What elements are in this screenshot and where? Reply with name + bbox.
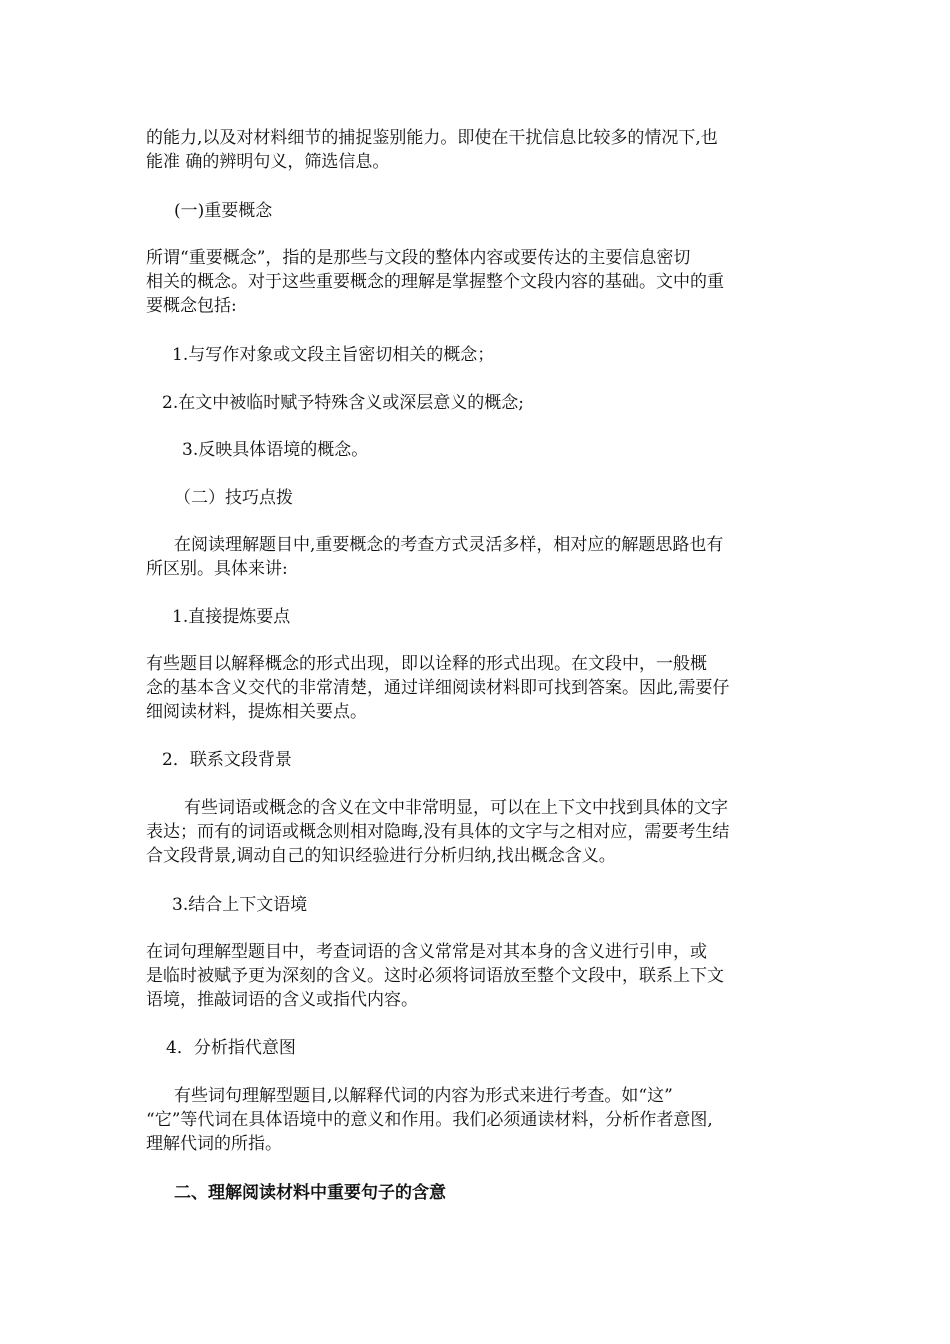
text-line: 在词句理解型题目中，考查词语的含义常常是对其本身的含义进行引申，或	[146, 942, 707, 962]
subsection-4-text	[146, 1084, 814, 1156]
section-2-heading	[174, 1181, 842, 1205]
text-line: 相关的概念。对于这些重要概念的理解是掌握整个文段内容的基础。文中的重	[146, 272, 724, 292]
list-item: 1.与写作对象或文段主旨密切相关的概念；	[172, 345, 495, 365]
text-line: 在阅读理解题目中,重要概念的考查方式灵活多样，相对应的解题思路也有	[174, 535, 724, 555]
subsection-2-title	[162, 748, 830, 772]
subsection-title: 1.直接提炼要点	[172, 607, 291, 627]
text-line: 所区别。具体来讲:	[146, 559, 288, 579]
subsection-1-text	[146, 652, 814, 724]
subsection-title: 3.结合上下文语境	[172, 895, 308, 915]
heading-tips	[174, 486, 842, 510]
text-line: 理解代词的所指。	[146, 1134, 282, 1154]
list-item: 3.反映具体语境的概念。	[182, 440, 369, 460]
text-line: 是临时被赋予更为深刻的含义。这时必须将词语放至整个文段中，联系上下文	[146, 966, 724, 986]
text-line: 语境，推敲词语的含义或指代内容。	[146, 990, 418, 1010]
text-line: 有些词语或概念的含义在文中非常明显，可以在上下文中找到具体的文字	[184, 798, 728, 818]
text-line: 表达；而有的词语或概念则相对隐晦,没有具体的文字与之相对应，需要考生结	[146, 822, 730, 842]
text-line: 合文段背景,调动自己的知识经验进行分析归纳,找出概念含义。	[146, 846, 616, 866]
text-line: 的能力,以及对材料细节的捕捉鉴别能力。即使在干扰信息比较多的情况下,也	[146, 128, 718, 148]
subsection-title: 4．分析指代意图	[166, 1038, 296, 1058]
heading-text: 二、理解阅读材料中重要句子的含意	[174, 1183, 446, 1203]
subsection-4-title	[166, 1036, 834, 1060]
list-item: 2.在文中被临时赋予特殊含义或深层意义的概念;	[162, 393, 524, 413]
concept-item-1	[172, 343, 840, 367]
concept-item-3	[182, 438, 850, 462]
subsection-1-title	[172, 605, 840, 629]
text-line: 有些题目以解释概念的形式出现，即以诠释的形式出现。在文段中，一般概	[146, 654, 707, 674]
heading-text: (一)重要概念	[174, 201, 273, 221]
text-line: 要概念包括:	[146, 296, 237, 316]
subsection-3-text	[146, 940, 814, 1012]
intro-paragraph	[146, 126, 814, 174]
subsection-3-title	[172, 893, 840, 917]
text-line: 细阅读材料，提炼相关要点。	[146, 702, 367, 722]
subsection-title: 2．联系文段背景	[162, 750, 292, 770]
subsection-2-text	[146, 796, 814, 868]
heading-important-concepts	[174, 199, 842, 223]
text-line: 念的基本含义交代的非常清楚，通过详细阅读材料即可找到答案。因此,需要仔	[146, 678, 730, 698]
text-line: “它”等代词在具体语境中的意义和作用。我们必须通读材料，分析作者意图,	[146, 1110, 713, 1130]
concepts-paragraph	[146, 246, 814, 318]
concept-item-2	[162, 391, 830, 415]
text-line: 有些词句理解型题目,以解释代词的内容为形式来进行考查。如“这”	[174, 1086, 673, 1106]
tips-paragraph	[146, 533, 814, 581]
text-line: 所谓“重要概念”，指的是那些与文段的整体内容或要传达的主要信息密切	[146, 248, 691, 268]
text-line: 能准 确的辨明句义，筛选信息。	[146, 152, 390, 172]
heading-text: （二）技巧点拨	[174, 488, 293, 508]
